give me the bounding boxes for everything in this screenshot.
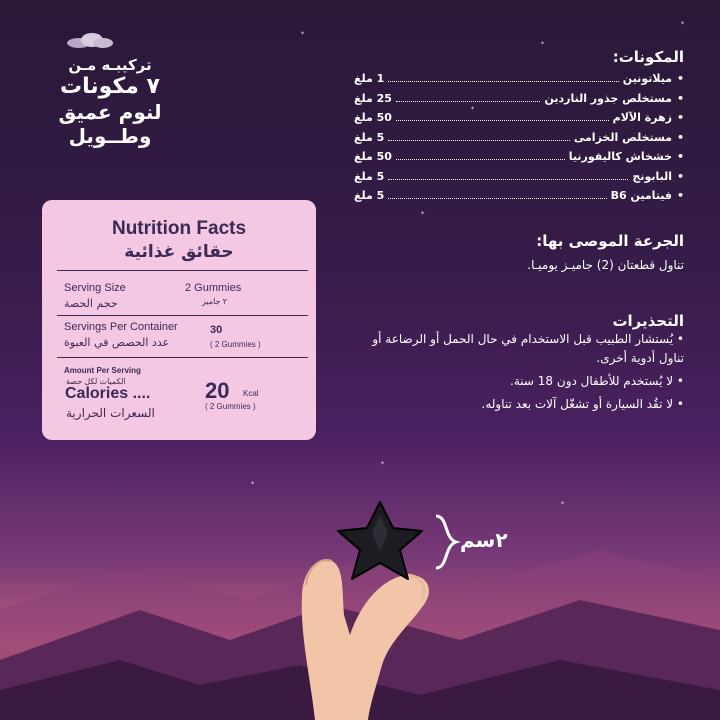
list-item: • فيتامين B6 5 ملغ <box>354 189 684 202</box>
serving-size-value-ar: ٢ جاميز <box>202 297 228 306</box>
list-item: • مستخلص الخزامى 5 ملغ <box>354 130 684 144</box>
serving-size-label-ar: حجم الحصة <box>64 297 118 310</box>
ingredients-title: المكونات: <box>612 48 684 66</box>
ingredients-list <box>354 72 684 209</box>
cloud-icon <box>65 32 115 48</box>
servings-per-container-label: Servings Per Container <box>64 321 178 333</box>
divider <box>57 357 308 358</box>
list-item: • لا يُستخدم للأطفال دون 18 سنة. <box>510 374 684 388</box>
serving-size-value: 2 Gummies <box>185 282 242 294</box>
list-item: • لا تقُد السيارة أو تشغّل آلات بعد تناوله. <box>481 397 684 411</box>
dosage-title: الجرعة الموصى بها: <box>536 232 684 250</box>
headline-line4: وطــويل <box>68 124 152 148</box>
calories-unit: Kcal <box>243 389 259 398</box>
nutrition-title-ar: حقائق غذائية <box>124 242 234 262</box>
divider <box>57 315 308 316</box>
size-label: ٢سم <box>460 528 508 552</box>
servings-per-container-unit: ( 2 Gummies ) <box>210 340 261 349</box>
servings-per-container-label-ar: عدد الحصص في العبوة <box>64 336 170 349</box>
calories-value: 20 <box>205 378 230 403</box>
headline <box>55 36 165 148</box>
list-item: • خشخاش كاليفورنيا 50 ملغ <box>354 150 684 163</box>
calories-label: Calories .... <box>65 385 151 402</box>
divider <box>57 270 308 271</box>
headline-line3: لنوم عميق <box>58 100 162 124</box>
headline-line1: تركيبـه مـن <box>68 56 152 74</box>
list-item: • يُستشار الطبيب قبل الاستخدام في حال الحمل أو الرضاعة أو تناول أدوية أخرى. <box>372 332 684 365</box>
nutrition-title-en: Nutrition Facts <box>111 218 247 239</box>
nutrition-facts-card <box>42 200 316 440</box>
list-item: • البابونج 5 ملغ <box>354 169 684 183</box>
list-item: • مستخلص جذور الناردين 25 ملغ <box>354 91 684 105</box>
serving-size-label: Serving Size <box>64 282 126 294</box>
amount-per-serving-label: Amount Per Serving <box>64 366 141 375</box>
amount-per-serving-label-ar: الكميات لكل حصة <box>66 377 126 386</box>
calories-label-ar: السعرات الحرارية <box>66 406 155 420</box>
calories-serving: ( 2 Gummies ) <box>205 402 256 411</box>
dosage-text: تناول قطعتان (2) جاميـز يوميـا. <box>527 258 684 272</box>
list-item: • زهرة الآلام 50 ملغ <box>354 111 684 124</box>
warnings-title: التحذيرات <box>612 312 684 330</box>
list-item: • ميلاتونين 1 ملغ <box>354 72 684 85</box>
warnings-list <box>354 330 684 418</box>
headline-line2: ٧ مكونات <box>60 74 160 99</box>
servings-per-container-value: 30 <box>210 324 223 336</box>
size-brace-icon <box>432 512 462 572</box>
